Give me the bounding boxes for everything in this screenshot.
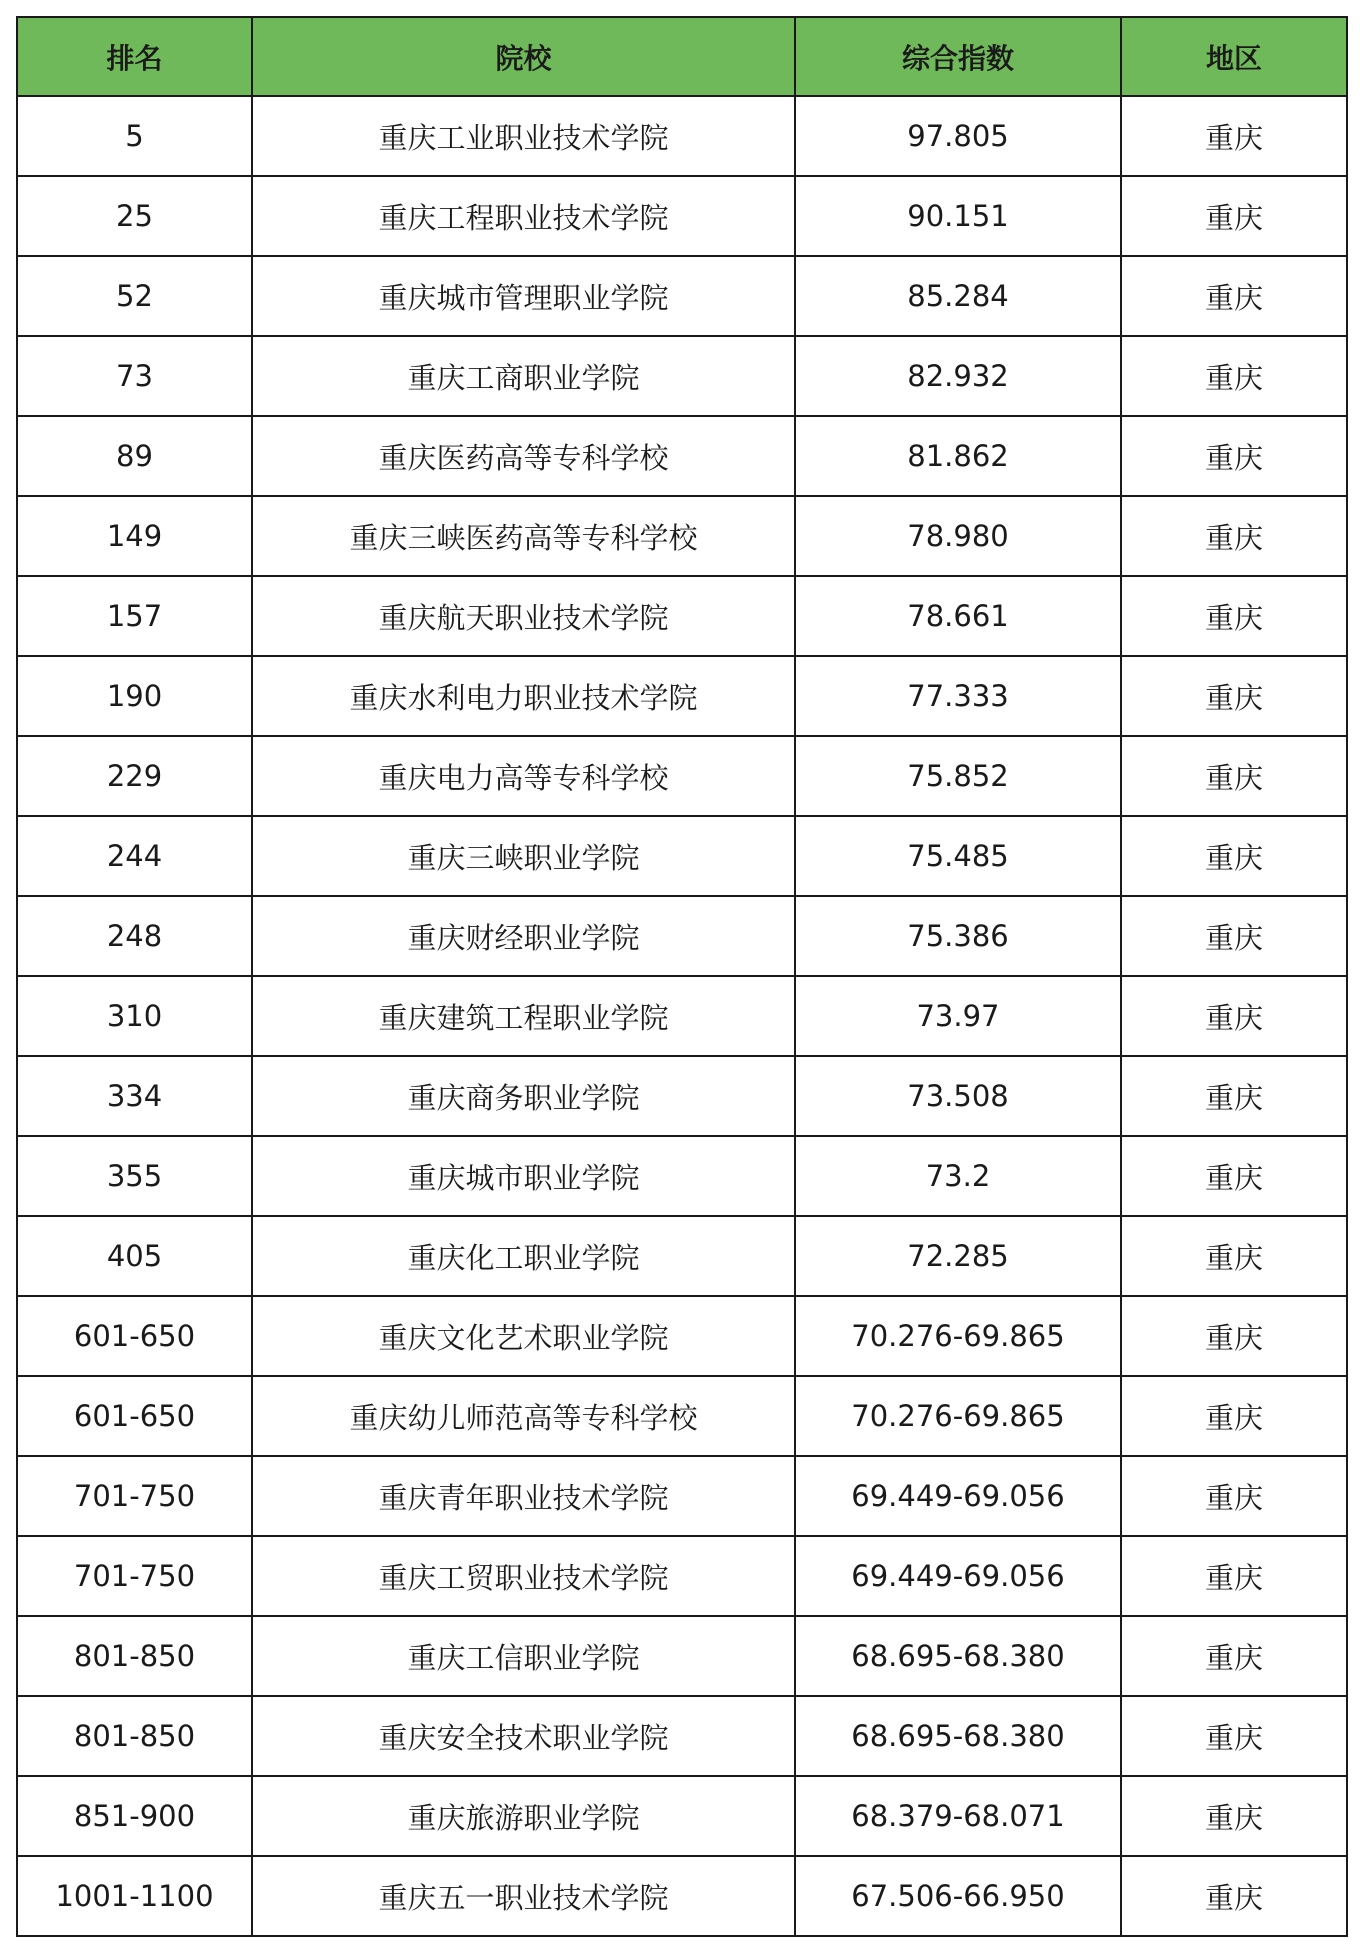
table-row bbox=[17, 1696, 1347, 1776]
table-row bbox=[17, 96, 1347, 176]
cell-school: 重庆城市职业学院 bbox=[252, 1136, 795, 1216]
cell-index: 68.379-68.071 bbox=[795, 1776, 1121, 1856]
table-row bbox=[17, 1376, 1347, 1456]
table-row bbox=[17, 336, 1347, 416]
cell-index: 73.97 bbox=[795, 976, 1121, 1056]
cell-rank: 601-650 bbox=[17, 1296, 252, 1376]
cell-region: 重庆 bbox=[1121, 736, 1347, 816]
cell-rank: 149 bbox=[17, 496, 252, 576]
cell-school: 重庆工信职业学院 bbox=[252, 1616, 795, 1696]
cell-index: 68.695-68.380 bbox=[795, 1696, 1121, 1776]
cell-school: 重庆文化艺术职业学院 bbox=[252, 1296, 795, 1376]
cell-region: 重庆 bbox=[1121, 1616, 1347, 1696]
cell-rank: 73 bbox=[17, 336, 252, 416]
cell-index: 68.695-68.380 bbox=[795, 1616, 1121, 1696]
cell-region: 重庆 bbox=[1121, 656, 1347, 736]
table-row bbox=[17, 1136, 1347, 1216]
cell-region: 重庆 bbox=[1121, 176, 1347, 256]
cell-school: 重庆工业职业技术学院 bbox=[252, 96, 795, 176]
cell-region: 重庆 bbox=[1121, 576, 1347, 656]
cell-region: 重庆 bbox=[1121, 1136, 1347, 1216]
table-header bbox=[17, 17, 1347, 96]
table-row bbox=[17, 816, 1347, 896]
cell-index: 85.284 bbox=[795, 256, 1121, 336]
cell-region: 重庆 bbox=[1121, 1056, 1347, 1136]
cell-region: 重庆 bbox=[1121, 1696, 1347, 1776]
cell-region: 重庆 bbox=[1121, 96, 1347, 176]
table-row bbox=[17, 1456, 1347, 1536]
cell-index: 69.449-69.056 bbox=[795, 1536, 1121, 1616]
cell-region: 重庆 bbox=[1121, 1776, 1347, 1856]
cell-region: 重庆 bbox=[1121, 336, 1347, 416]
table-body bbox=[17, 96, 1347, 1936]
cell-index: 67.506-66.950 bbox=[795, 1856, 1121, 1936]
cell-index: 73.508 bbox=[795, 1056, 1121, 1136]
cell-index: 75.852 bbox=[795, 736, 1121, 816]
cell-school: 重庆三峡医药高等专科学校 bbox=[252, 496, 795, 576]
cell-index: 75.485 bbox=[795, 816, 1121, 896]
cell-school: 重庆工商职业学院 bbox=[252, 336, 795, 416]
cell-school: 重庆财经职业学院 bbox=[252, 896, 795, 976]
cell-rank: 229 bbox=[17, 736, 252, 816]
cell-index: 70.276-69.865 bbox=[795, 1376, 1121, 1456]
cell-region: 重庆 bbox=[1121, 1216, 1347, 1296]
cell-rank: 89 bbox=[17, 416, 252, 496]
cell-index: 82.932 bbox=[795, 336, 1121, 416]
cell-rank: 851-900 bbox=[17, 1776, 252, 1856]
header-row bbox=[17, 17, 1347, 96]
table-row bbox=[17, 656, 1347, 736]
cell-index: 73.2 bbox=[795, 1136, 1121, 1216]
cell-region: 重庆 bbox=[1121, 896, 1347, 976]
header-rank: 排名 bbox=[17, 17, 252, 96]
cell-school: 重庆水利电力职业技术学院 bbox=[252, 656, 795, 736]
cell-rank: 334 bbox=[17, 1056, 252, 1136]
cell-region: 重庆 bbox=[1121, 1296, 1347, 1376]
cell-school: 重庆幼儿师范高等专科学校 bbox=[252, 1376, 795, 1456]
cell-region: 重庆 bbox=[1121, 1376, 1347, 1456]
cell-index: 70.276-69.865 bbox=[795, 1296, 1121, 1376]
table-row bbox=[17, 1056, 1347, 1136]
table-row bbox=[17, 1216, 1347, 1296]
cell-school: 重庆城市管理职业学院 bbox=[252, 256, 795, 336]
cell-school: 重庆安全技术职业学院 bbox=[252, 1696, 795, 1776]
cell-index: 78.661 bbox=[795, 576, 1121, 656]
cell-region: 重庆 bbox=[1121, 1536, 1347, 1616]
cell-index: 75.386 bbox=[795, 896, 1121, 976]
cell-school: 重庆工贸职业技术学院 bbox=[252, 1536, 795, 1616]
cell-rank: 310 bbox=[17, 976, 252, 1056]
table-row bbox=[17, 416, 1347, 496]
cell-index: 78.980 bbox=[795, 496, 1121, 576]
table-row bbox=[17, 496, 1347, 576]
cell-rank: 190 bbox=[17, 656, 252, 736]
table-row bbox=[17, 256, 1347, 336]
ranking-table bbox=[16, 16, 1348, 1937]
table-row bbox=[17, 1856, 1347, 1936]
cell-school: 重庆化工职业学院 bbox=[252, 1216, 795, 1296]
cell-rank: 355 bbox=[17, 1136, 252, 1216]
cell-rank: 25 bbox=[17, 176, 252, 256]
cell-school: 重庆青年职业技术学院 bbox=[252, 1456, 795, 1536]
cell-region: 重庆 bbox=[1121, 496, 1347, 576]
cell-school: 重庆医药高等专科学校 bbox=[252, 416, 795, 496]
cell-index: 81.862 bbox=[795, 416, 1121, 496]
cell-rank: 244 bbox=[17, 816, 252, 896]
table-row bbox=[17, 1536, 1347, 1616]
table-row bbox=[17, 1616, 1347, 1696]
cell-rank: 701-750 bbox=[17, 1456, 252, 1536]
table-row bbox=[17, 1776, 1347, 1856]
cell-school: 重庆五一职业技术学院 bbox=[252, 1856, 795, 1936]
table-row bbox=[17, 576, 1347, 656]
cell-region: 重庆 bbox=[1121, 1856, 1347, 1936]
table-row bbox=[17, 1296, 1347, 1376]
cell-region: 重庆 bbox=[1121, 416, 1347, 496]
cell-index: 72.285 bbox=[795, 1216, 1121, 1296]
cell-rank: 248 bbox=[17, 896, 252, 976]
header-region: 地区 bbox=[1121, 17, 1347, 96]
table-row bbox=[17, 976, 1347, 1056]
cell-region: 重庆 bbox=[1121, 976, 1347, 1056]
table-row bbox=[17, 736, 1347, 816]
cell-rank: 405 bbox=[17, 1216, 252, 1296]
cell-region: 重庆 bbox=[1121, 1456, 1347, 1536]
cell-region: 重庆 bbox=[1121, 816, 1347, 896]
cell-school: 重庆电力高等专科学校 bbox=[252, 736, 795, 816]
cell-region: 重庆 bbox=[1121, 256, 1347, 336]
cell-rank: 801-850 bbox=[17, 1696, 252, 1776]
cell-school: 重庆建筑工程职业学院 bbox=[252, 976, 795, 1056]
header-index: 综合指数 bbox=[795, 17, 1121, 96]
cell-rank: 157 bbox=[17, 576, 252, 656]
cell-school: 重庆航天职业技术学院 bbox=[252, 576, 795, 656]
table-row bbox=[17, 896, 1347, 976]
cell-rank: 52 bbox=[17, 256, 252, 336]
cell-rank: 801-850 bbox=[17, 1616, 252, 1696]
header-school: 院校 bbox=[252, 17, 795, 96]
cell-index: 90.151 bbox=[795, 176, 1121, 256]
cell-school: 重庆工程职业技术学院 bbox=[252, 176, 795, 256]
cell-index: 97.805 bbox=[795, 96, 1121, 176]
cell-rank: 5 bbox=[17, 96, 252, 176]
cell-rank: 701-750 bbox=[17, 1536, 252, 1616]
cell-index: 69.449-69.056 bbox=[795, 1456, 1121, 1536]
cell-index: 77.333 bbox=[795, 656, 1121, 736]
table-row bbox=[17, 176, 1347, 256]
cell-school: 重庆旅游职业学院 bbox=[252, 1776, 795, 1856]
cell-school: 重庆三峡职业学院 bbox=[252, 816, 795, 896]
cell-school: 重庆商务职业学院 bbox=[252, 1056, 795, 1136]
cell-rank: 601-650 bbox=[17, 1376, 252, 1456]
cell-rank: 1001-1100 bbox=[17, 1856, 252, 1936]
